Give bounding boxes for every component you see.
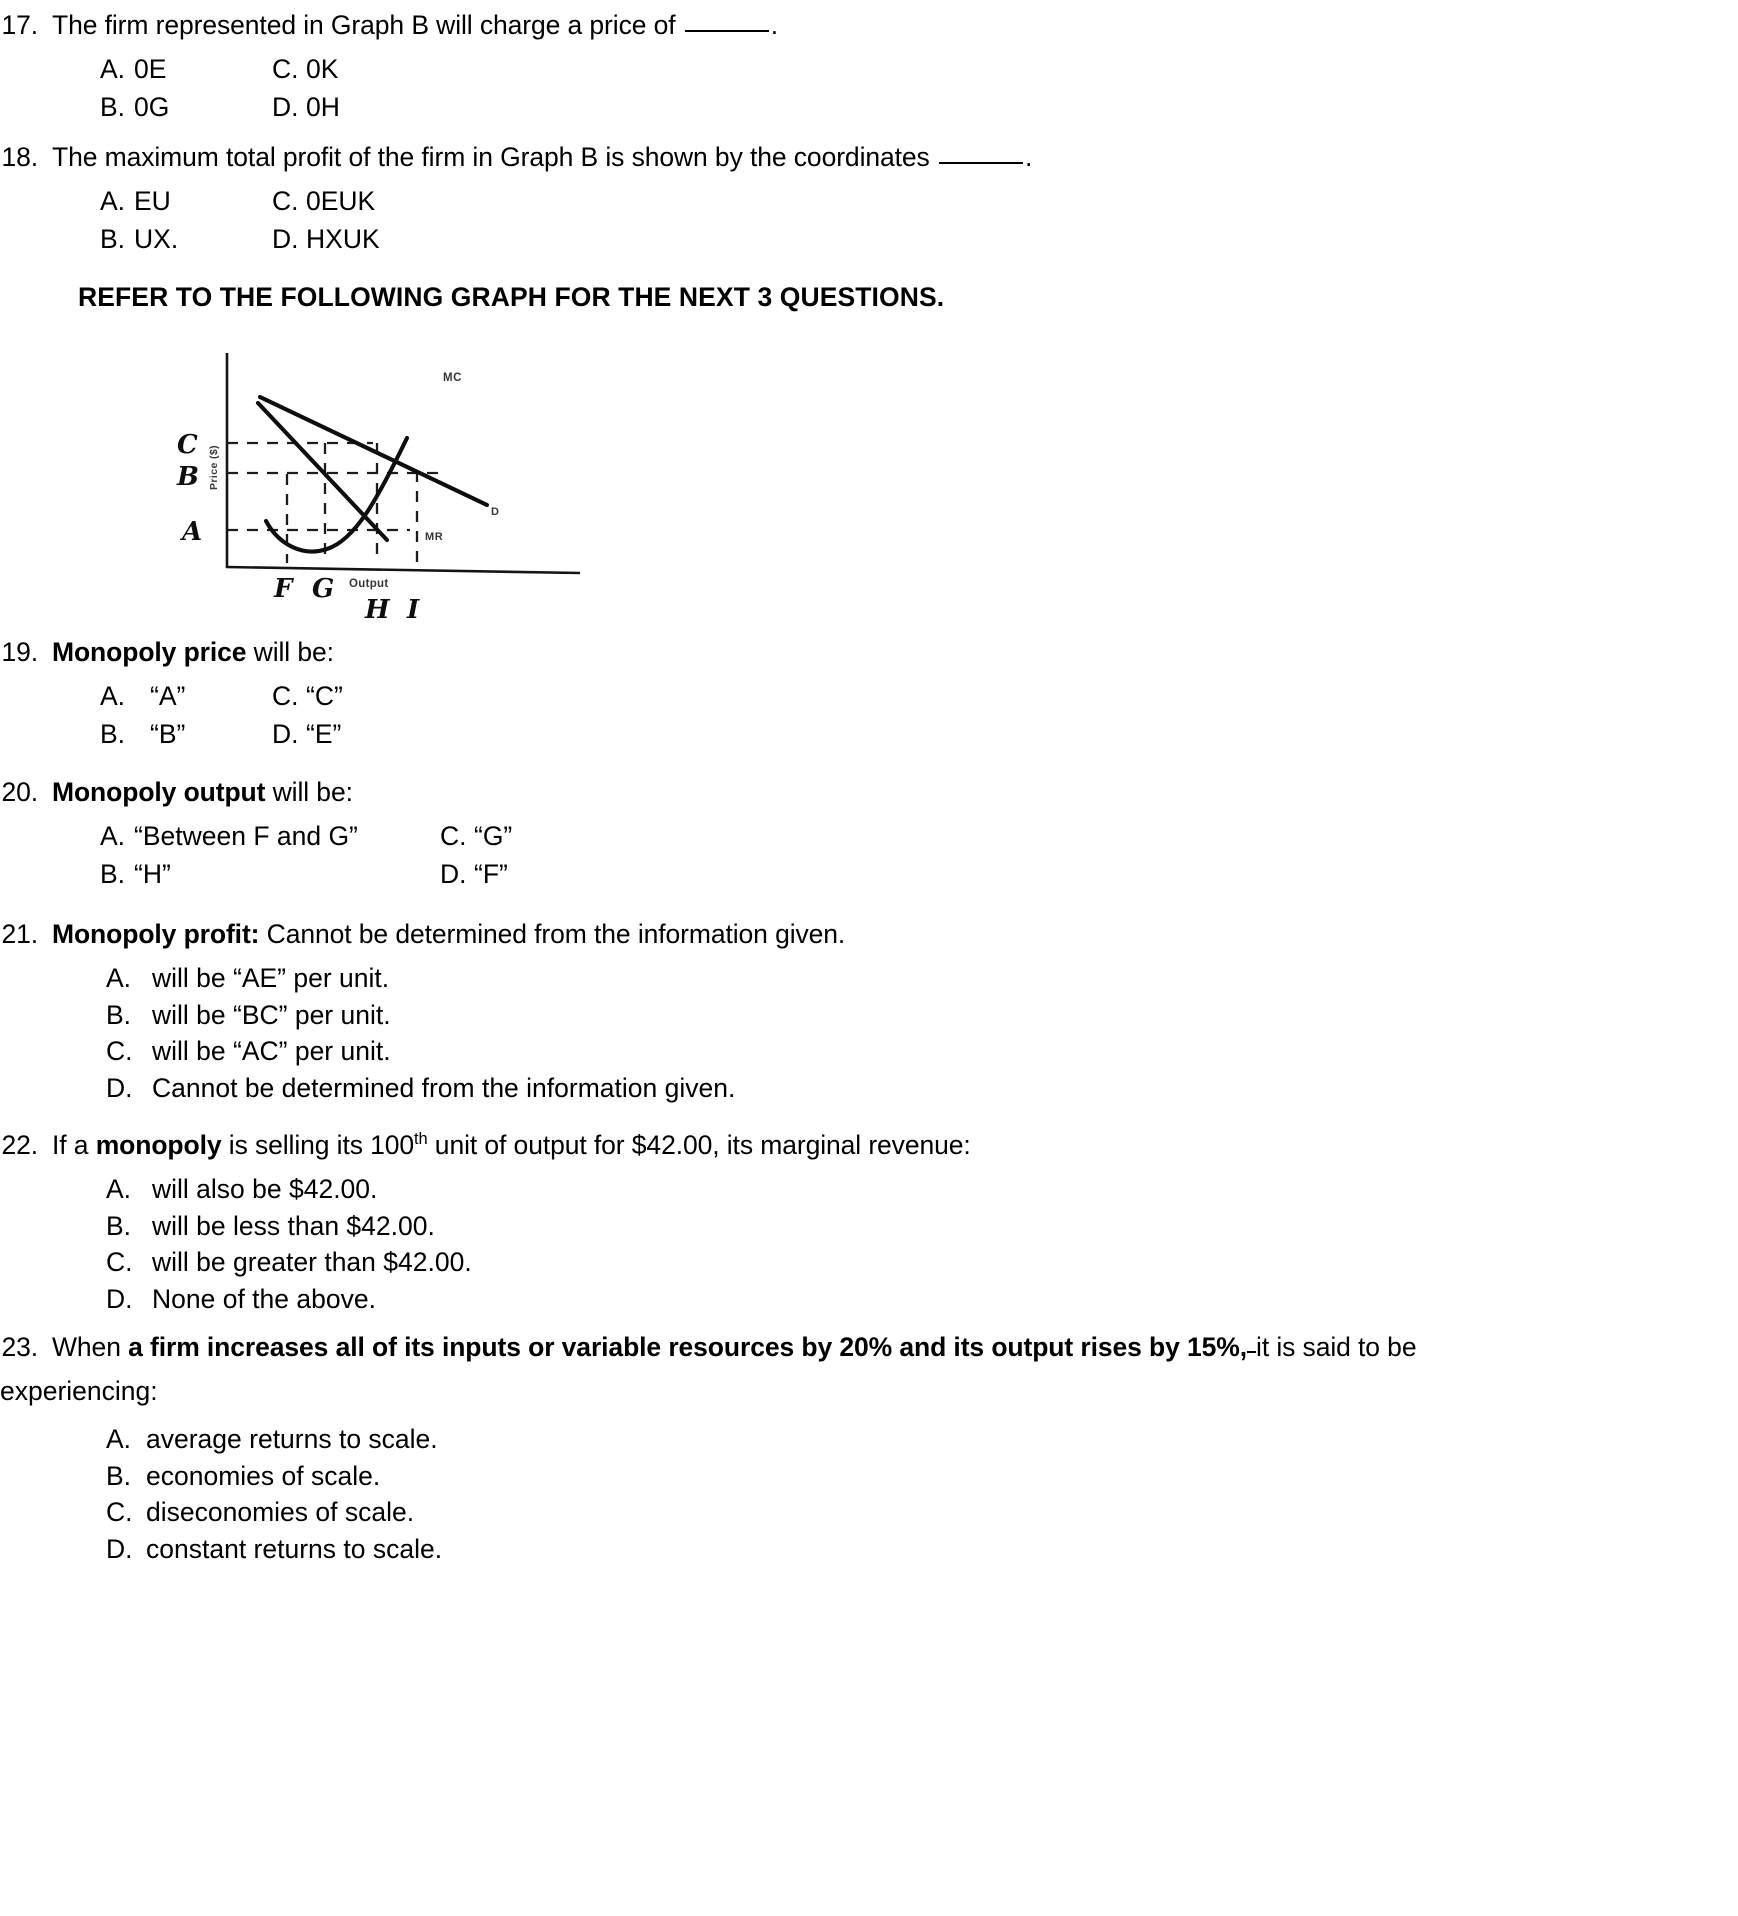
question-19-bold-lead: Monopoly price (52, 637, 247, 667)
question-22-stem (0, 1128, 1738, 1163)
option-20-d[interactable] (440, 856, 508, 892)
question-18-number: 18. (1, 142, 38, 172)
question-17-text-pre: The firm represented in Graph B will charge a price of (52, 10, 683, 40)
option-21-a-text: will be “AE” per unit. (152, 962, 390, 993)
question-23-number: 23. (1, 1332, 38, 1362)
option-18-a-letter: A. (100, 185, 126, 216)
option-19-b-text: “B” (150, 719, 186, 749)
option-23-a-letter: A. (106, 1423, 132, 1454)
mr-curve-label: MR (425, 531, 444, 543)
question-22-bold-word: monopoly (95, 1130, 222, 1160)
option-18-d[interactable] (272, 221, 380, 257)
option-17-b[interactable] (100, 89, 272, 125)
option-23-b-letter: B. (106, 1460, 132, 1491)
question-18 (0, 140, 1738, 257)
option-20-b-text: “H” (134, 859, 171, 889)
option-17-c-text: 0K (306, 53, 339, 84)
option-23-a-text: average returns to scale. (146, 1423, 438, 1454)
option-23-c[interactable] (106, 1494, 1738, 1531)
question-21-text (52, 917, 1738, 952)
option-22-d-letter: D. (106, 1283, 133, 1314)
question-18-text-pre: The maximum total profit of the firm in Graph B is shown by the coordinates (52, 142, 937, 172)
option-22-b-letter: B. (106, 1210, 132, 1241)
option-17-c-letter: C. (272, 53, 299, 84)
question-19-options-row-2 (100, 716, 1738, 752)
option-23-a[interactable] (106, 1421, 1738, 1458)
mc-curve-label: MC (443, 372, 463, 384)
option-23-b-text: economies of scale. (146, 1460, 381, 1491)
question-21-options (106, 960, 1738, 1106)
question-17-options-row-2 (100, 89, 1738, 125)
option-17-d[interactable] (272, 89, 340, 125)
question-19 (0, 635, 1738, 752)
quantity-label-F: F (274, 574, 293, 604)
question-19-text (52, 635, 1738, 670)
option-19-c-text: “C” (306, 680, 343, 711)
option-23-c-text: diseconomies of scale. (146, 1497, 415, 1528)
option-23-d[interactable] (106, 1531, 1738, 1568)
question-17-number: 17. (1, 10, 38, 40)
x-axis-caption: Output (349, 578, 389, 590)
option-21-d-text: Cannot be determined from the information given. (152, 1072, 736, 1103)
quantity-label-H: H (365, 595, 390, 620)
option-22-a[interactable] (106, 1171, 1738, 1208)
question-17-blank (685, 30, 769, 32)
question-20-rest: will be: (265, 777, 353, 807)
question-23-underscore (1247, 1351, 1256, 1353)
option-21-c-letter: C. (106, 1036, 133, 1067)
option-21-b-text: will be “BC” per unit. (152, 999, 391, 1030)
question-23-stem (0, 1330, 1738, 1365)
question-20-options-row-1 (100, 818, 1738, 854)
question-23-line2: experiencing: (0, 1375, 158, 1406)
section-header: REFER TO THE FOLLOWING GRAPH FOR THE NEXT 3 QUESTIONS. (78, 282, 945, 312)
option-21-a[interactable] (106, 960, 1738, 997)
option-18-d-text: HXUK (306, 224, 380, 254)
option-17-b-letter: B. (100, 92, 126, 122)
option-20-c[interactable] (440, 818, 512, 854)
option-19-c[interactable] (272, 678, 343, 714)
option-23-d-text: constant returns to scale. (146, 1533, 443, 1564)
option-20-d-text: “F” (474, 859, 508, 889)
question-18-text (52, 140, 1738, 175)
option-21-c-text: will be “AC” per unit. (152, 1036, 391, 1067)
question-23-bold-clause: a firm increases all of its inputs or variable resources by 20% and its output rises by 15%, (128, 1332, 1248, 1362)
option-22-b-text: will be less than $42.00. (152, 1210, 435, 1241)
option-23-d-letter: D. (106, 1533, 133, 1564)
question-22-number: 22. (1, 1130, 38, 1160)
option-20-c-letter: C. (440, 820, 467, 851)
question-23-part-a: When (52, 1332, 129, 1362)
option-19-a-letter: A. (100, 680, 126, 711)
monopoly-graph-figure (155, 335, 580, 620)
option-17-d-letter: D. (272, 92, 299, 122)
question-23-text (52, 1330, 1738, 1365)
question-17-options-row-1 (100, 51, 1738, 87)
option-21-b[interactable] (106, 997, 1738, 1034)
question-18-options-row-2 (100, 221, 1738, 257)
question-22-part-a: If a (52, 1130, 96, 1160)
option-19-a-text: “A” (150, 680, 186, 711)
option-21-d[interactable] (106, 1070, 1738, 1107)
question-17 (0, 8, 1738, 125)
question-21-rest: Cannot be determined from the information given. (259, 919, 846, 949)
quantity-label-G: G (312, 574, 335, 604)
option-19-b[interactable] (100, 716, 272, 752)
option-21-c[interactable] (106, 1033, 1738, 1070)
question-20-number: 20. (1, 777, 38, 807)
option-21-d-letter: D. (106, 1072, 133, 1103)
option-18-a-text: EU (134, 185, 171, 216)
option-17-a-text: 0E (134, 53, 167, 84)
question-22-ordinal-suffix: th (414, 1130, 428, 1149)
option-18-b-letter: B. (100, 224, 126, 254)
option-19-d[interactable] (272, 716, 341, 752)
question-23-options (106, 1421, 1738, 1567)
option-19-c-letter: C. (272, 680, 299, 711)
question-20 (0, 775, 1738, 892)
option-23-c-letter: C. (106, 1497, 133, 1528)
option-20-b[interactable] (100, 856, 440, 892)
option-20-d-letter: D. (440, 859, 467, 889)
question-22-part-c: is selling its 100 (221, 1130, 415, 1160)
option-17-a-letter: A. (100, 53, 126, 84)
option-19-d-letter: D. (272, 719, 299, 749)
option-18-c-text: 0EUK (306, 185, 376, 216)
option-22-c[interactable] (106, 1244, 1738, 1281)
question-20-text (52, 775, 1738, 810)
question-20-options-row-2 (100, 856, 1738, 892)
option-17-a[interactable] (100, 51, 272, 87)
question-17-text (52, 8, 1738, 43)
demand-curve-label: D (491, 506, 500, 518)
option-22-d[interactable] (106, 1281, 1738, 1318)
option-17-c[interactable] (272, 51, 338, 87)
option-20-a-text: “Between F and G” (134, 820, 358, 851)
question-18-text-post: . (1024, 142, 1033, 172)
option-19-b-letter: B. (100, 719, 126, 749)
question-21 (0, 917, 1738, 1106)
option-18-c-letter: C. (272, 185, 299, 216)
option-21-b-letter: B. (106, 999, 132, 1030)
question-21-bold-lead: Monopoly profit: (52, 919, 260, 949)
option-22-b[interactable] (106, 1208, 1738, 1245)
question-20-bold-lead: Monopoly output (52, 777, 266, 807)
option-23-b[interactable] (106, 1458, 1738, 1495)
question-19-rest: will be: (246, 637, 334, 667)
question-17-stem (0, 8, 1738, 43)
option-19-d-text: “E” (306, 719, 342, 749)
question-23-part-c: it is said to be (1256, 1332, 1417, 1362)
question-19-stem (0, 635, 1738, 670)
y-axis-caption: Price ($) (208, 444, 220, 490)
option-20-a-letter: A. (100, 820, 126, 851)
option-22-c-text: will be greater than $42.00. (152, 1247, 472, 1278)
question-23 (0, 1330, 1738, 1567)
option-20-a[interactable] (100, 818, 440, 854)
question-19-number: 19. (1, 637, 38, 667)
option-20-c-text: “G” (474, 820, 513, 851)
option-18-b-text: UX. (134, 224, 179, 254)
question-22 (0, 1128, 1738, 1317)
monopoly-graph-svg (155, 335, 580, 620)
price-label-C: C (177, 430, 198, 460)
option-18-d-letter: D. (272, 224, 299, 254)
question-18-options-row-1 (100, 183, 1738, 219)
option-22-a-letter: A. (106, 1173, 132, 1204)
question-18-blank (939, 162, 1023, 164)
option-18-b[interactable] (100, 221, 272, 257)
option-18-a[interactable] (100, 183, 272, 219)
option-22-d-text: None of the above. (152, 1283, 376, 1314)
option-19-a[interactable] (100, 678, 272, 714)
price-label-B: B (177, 462, 199, 492)
option-22-c-letter: C. (106, 1247, 133, 1278)
question-20-stem (0, 775, 1738, 810)
option-21-a-letter: A. (106, 962, 132, 993)
question-21-stem (0, 917, 1738, 952)
option-22-a-text: will also be $42.00. (152, 1173, 378, 1204)
question-21-number: 21. (1, 919, 38, 949)
price-label-A: A (182, 517, 203, 547)
question-22-text (52, 1128, 1738, 1163)
question-17-text-post: . (770, 10, 779, 40)
question-19-options-row-1 (100, 678, 1738, 714)
question-18-stem (0, 140, 1738, 175)
option-18-c[interactable] (272, 183, 375, 219)
question-22-options (106, 1171, 1738, 1317)
option-17-d-text: 0H (306, 92, 340, 122)
option-17-b-text: 0G (134, 92, 170, 122)
quantity-label-I: I (407, 595, 420, 620)
option-20-b-letter: B. (100, 859, 126, 889)
question-22-part-d: unit of output for $42.00, its marginal revenue: (427, 1130, 971, 1160)
